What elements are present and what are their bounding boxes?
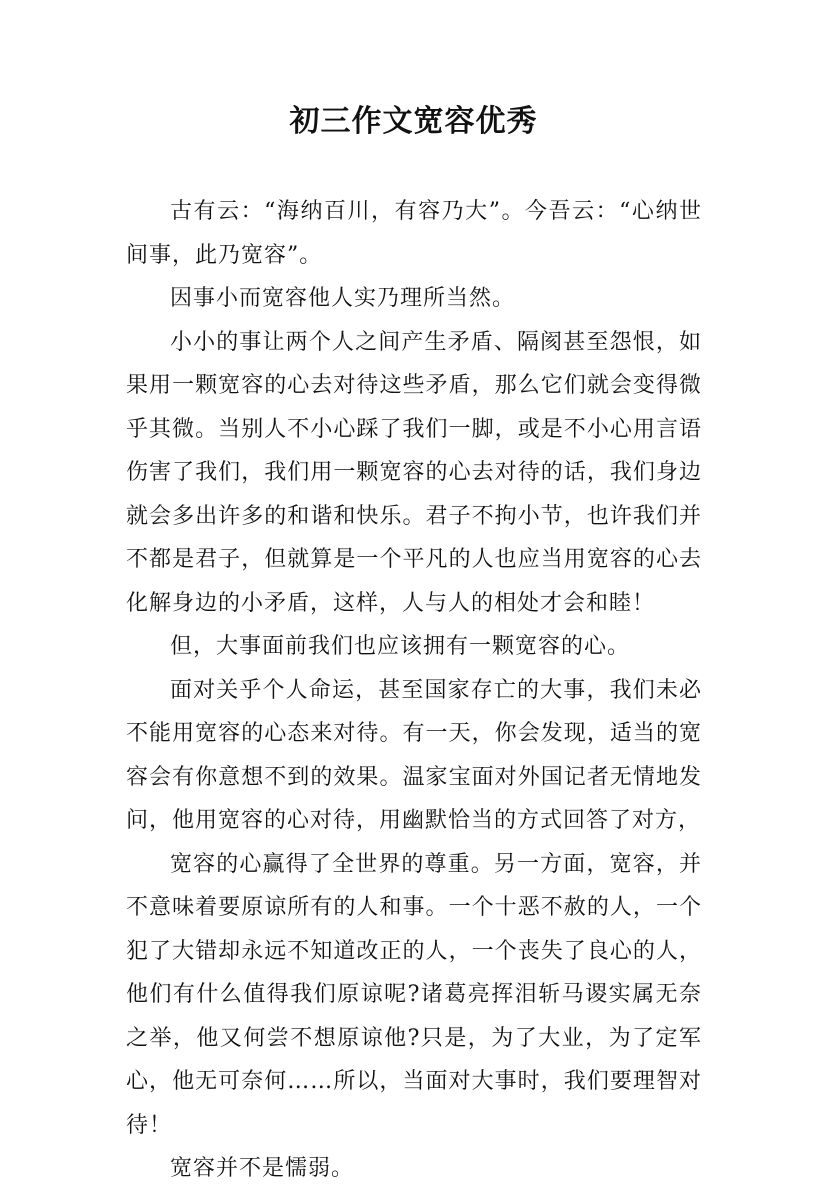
paragraph: 宽容并不是懦弱。: [170, 1156, 355, 1181]
paragraph: 宽容的心赢得了全世界的尊重。另一方面，宽容，并不意味着要原谅所有的人和事。一个十恶不赦的人，一个犯了大错却永远不知道改正的人，一个丧失了良心的人，他们有什么值得我们原谅呢?诸葛亮挥泪斩马谡实属无奈之举，他又何尝不想原谅他?只是，为了大业，为了定军心，他无可奈何……所以，当面对大事时，我们要理智对待！: [126, 851, 702, 1138]
paragraph: 古有云：“海纳百川，有容乃大”。今吾云：“心纳世间事，此乃宽容”。: [126, 199, 702, 268]
paragraph: 因事小而宽容他人实乃理所当然。: [170, 286, 516, 311]
paragraph: 但，大事面前我们也应该拥有一颗宽容的心。: [170, 634, 631, 659]
paragraph: 小小的事让两个人之间产生矛盾、隔阂甚至怨恨，如果用一颗宽容的心去对待这些矛盾，那么它们就会变得微乎其微。当别人不小心踩了我们一脚，或是不小心用言语伤害了我们，我们用一颗宽容的心去对待的话，我们身边就会多出许多的和谐和快乐。君子不拘小节，也许我们并不都是君子，但就算是一个平凡的人也应当用宽容的心去化解身边的小矛盾，这样，人与人的相处才会和睦！: [126, 329, 702, 616]
document-body: [126, 190, 702, 1191]
document-title: 初三作文宽容优秀: [289, 104, 538, 139]
paragraph: 面对关乎个人命运，甚至国家存亡的大事，我们未必不能用宽容的心态来对待。有一天，你会发现，适当的宽容会有你意想不到的效果。温家宝面对外国记者无情地发问，他用宽容的心对待，用幽默恰当的方式回答了对方，: [126, 677, 702, 833]
